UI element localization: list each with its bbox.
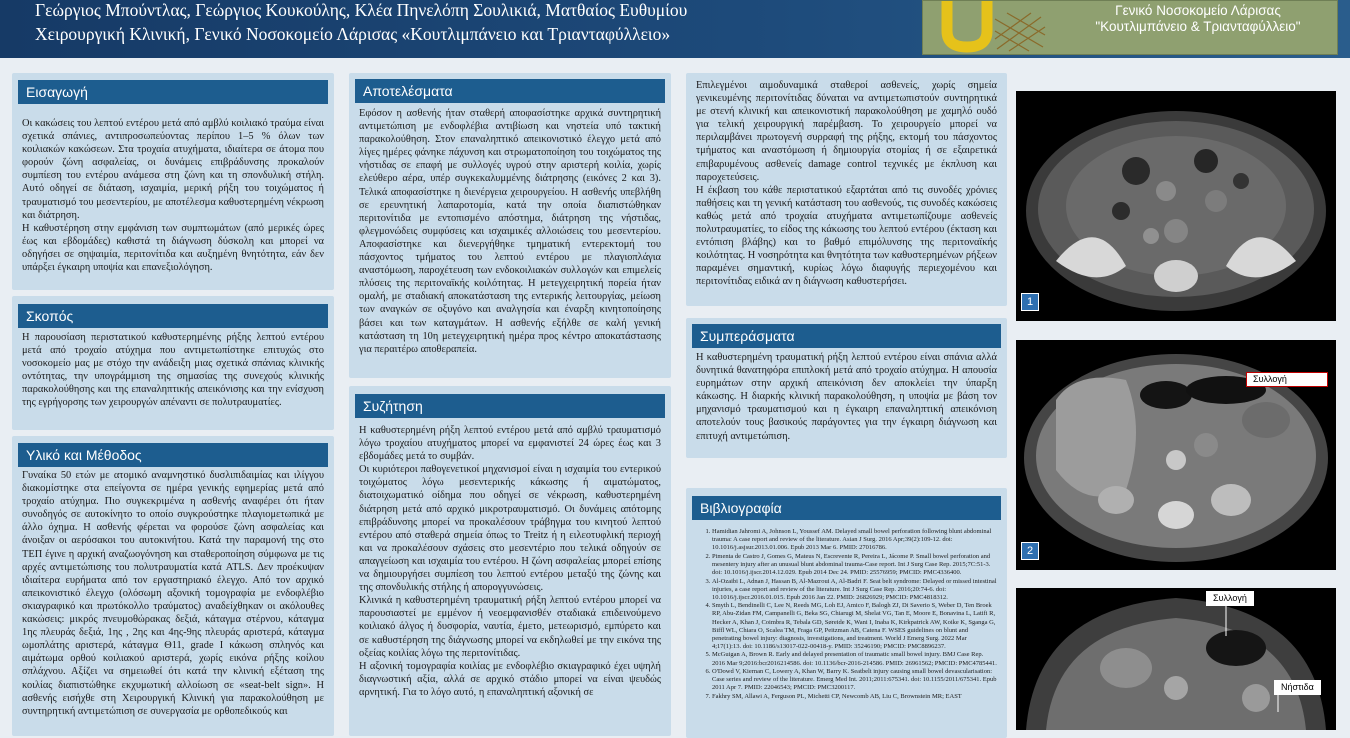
ct-figure-2 [1016,340,1336,570]
reference-item: 5. McGuigan A, Brown R. Early and delayed presentation of traumatic small bowel injury. BMJ Case Rep. 2016 Mar 9;2016:bcr2016214586. doi: 10.1136/bcr-2016-214586. PMID: 26961562; PMCID: PMC4785441. [712,651,997,667]
collection-label: Συλλογή [1206,591,1254,606]
poster-header [0,0,1350,58]
intro-paragraph: Η καθυστέρηση στην εμφάνιση των συμπτωμάτων (από μερικές ώρες έως και εβδομάδες) καθιστά τη διάγνωση δύσκολη και μπορεί να οδηγήσει σε σηψαιμία, περιτονίτιδα και αυξημένη θνητότητα, εάν δεν υπάρξει έγκαιρη υποψία και επανεξιολόγηση. [22,222,324,274]
authors: Γεώργιος Μπούντλας, Γεώργιος Κουκούλης, Κλέα Πηνελόπη Σουλικιά, Ματθαίος Ευθυμίου [35,0,688,20]
conclusions-section [686,318,1007,458]
discussion-paragraph: Οι κυριότεροι παθογενετικοί μηχανισμοί είναι η ισχαιμία του εντερικού τοιχώματος λόγω μεσεντερικής κάκωσης ή αιματώματος, διατοιχωματικό οίδημα που οδηγεί σε νέκρωση, καθυστερημένη διάτρηση μετά από αρχικό μικροτραυματισμό. Οι δυνάμεις απότομης επιβράδυνσης μπορεί να προκαλέσουν τράβηγμα του κινητού λεπτού εντέρου από σταθερά σημεία όπως το Treitz ή η ειλεοτυφλική περιοχή και να προκαλέσουν σχάσεις στο μεσεντέριο που τελικά οδηγούν σε απαγγείωση και ισχαιμία του εντέρου. Η ζώνη ασφαλείας μπορεί επίσης να δημιουργήσει συμπίεση του λεπτού εντέρου μεταξύ της ζώνης και της σπονδυλικής στήλης ή απορογγυνώσεις. [359,464,661,594]
reference-item: 4. Smyth L, Bendinelli C, Lee N, Reeds MG, Loh EJ, Amico F, Balogh ZJ, Di Saverio S, Weber D, Ten Broek RP, Abu-Zidan FM, Campanelli G, Beka SG, Chiarugi M, Shelat VG, Tan E, Moore E, Bonavina L, Latifi R, Hecker A, Khan J, Coimbra R, Tebala GD, Søreide K, Wani I, Inaba K, Kirkpatrick AW, Koike K, Sganga G, Biffl WL, Chiara O, Scalea TM, Fraga GP, Peitzman AB, Catena F. WSES guidelines on blunt and penetrating bowel injury: diagnosis, investigations, and treatment. World J Emerg Surg. 2022 Mar 4;17(1):13. doi: 10.1186/s13017-022-00418-y. PMID: 35246190; PMCID: PMC8896237. [712,602,997,651]
intro-paragraph: Οι κακώσεις του λεπτού εντέρου μετά από αμβλύ κοιλιακό τραύμα είναι σχετικά σπάνιες, αντιπροσωπεύοντας περίπου 1–5 % όλων των κοιλιακών κακώσεων. Στα τροχαία ατυχήματα, ιδιαίτερα σε άτομα που φορούν ζώνη ασφαλείας, οι δυνάμεις επιβράδυνσης προκαλούν συμπίεση του εντέρου ανάμεσα στη ζώνη και τη σπονδυλική στήλη. Αυτό οδηγεί σε διάταση, ισχαιμία, μερική ρήξη του τοιχώματος ή τραυματισμό του μεσεντερίου, με αποτέλεσμα καθυστερημένη νέκρωση και διάτρηση. [22,118,324,221]
affiliation: Χειρουργική Κλινική, Γενικό Νοσοκομείο Λάρισας «Κουτλιμπάνειο και Τριανταφύλλειο» [35,24,671,44]
conclusions-body [696,351,997,443]
hospital-logo [922,0,1338,55]
discussion-section [349,386,671,736]
aim-paragraph: Η παρουσίαση περιστατικού καθυστερημένης ρήξης λεπτού εντέρου μετά από τροχαίο ατύχημα που αντιμετωπίστηκε επιτυχώς στο νοσοκομείο μας με στόχο την ανάδειξη μιας σχετικά σπάνιας κλινικής οντότητας, την υπογράμμιση της σημασίας της συνεχούς κλινικής παρακολούθησης και της επαναληπτικής απεικόνισης και την ενίσχυση της εγρήγορσης των χειρουργών απέναντι σε πολυτραυματίες. [22,332,324,409]
aim-title: Σκοπός [18,304,328,328]
ct-pelvis-image [1016,91,1336,321]
ct-coronal-image [1016,588,1336,730]
logo-line-1: Γενικό Νοσοκομείο Λάρισας [1115,3,1281,18]
reference-item: 3. Al-Ozaibi L, Adnan J, Hassan B, Al-Mazroui A, Al-Badri F. Seat belt syndrome: Delayed or missed intestinal injuries, a case report and review of the literature. Int J Surg Case Rep. 2016;20:74-6. doi: 10.1016/j.ijscr.2016.01.015. Epub 2016 Jan 22. PMID: 26826929; PMCID: PMC4818312. [712,578,997,602]
reference-list [696,528,997,701]
collection-label: Συλλογή [1246,372,1328,387]
discussion-body [359,424,661,699]
hospital-logo-icon [933,1,1053,54]
reference-item: 1. Hamidian Jahromi A, Johnson L, Youssef AM. Delayed small bowel perforation following blunt abdominal trauma: A case report and review of the literature. Asian J Surg. 2016 Apr;39(2):109-12. doi: 10.1016/j.asjsur.2013.01.006. Epub 2013 Mar 6. PMID: 27016786. [712,528,997,552]
management-body [696,79,997,289]
methods-title: Υλικό και Μέθοδος [18,443,328,467]
outcome-paragraph: Η έκβαση του κάθε περιστατικού εξαρτάται από τις συνοδές χρόνιες παθήσεις και τη γενική κατάσταση του ασθενούς, τις συνοδές κακώσεις καθώς μετά από τροχαία ατυχήματα αντιμετωπίζουμε ασθενείς πολυτραυματίες, το είδος της κάκωσης του λεπτού εντέρου (έκταση και εντόπιση βλάβης) και το βαθμό επιμόλυνσης της περιτοναϊκής κοιλότητας. Η νοσηρότητα και θνητότητα των καθυστερημένων ρήξεων παραμένει σημαντική, κυρίως λόγω διαφυγής περιεχομένου και περιτονίτιδας ειδικά αν η διάγνωση καθυστερήσει. [696,184,997,288]
results-title: Αποτελέσματα [355,79,665,103]
results-section [349,73,671,378]
intro-title: Εισαγωγή [18,80,328,104]
bibliography-title: Βιβλιογραφία [692,496,1001,520]
bibliography-section [686,488,1007,738]
conclusions-title: Συμπεράσματα [692,324,1001,348]
aim-section [12,296,334,430]
aim-body [22,331,324,410]
discussion-paragraph: Κλινικά η καθυστερημένη τραυματική ρήξη λεπτού εντέρου μπορεί να παρουσιαστεί με εμμένον ή νεοεμφανισθέν σταδιακά επιδεινούμενο κοιλιακό άλγος ή δυσφορία, ναυτία, έμετο, μετεωρισμό, εμπύρετο και σε καθυστέρηση της διάγνωσης μπορεί να εκδηλωθεί με την εικόνα της οξείας κοιλίας λόγω της περιτονίτιδας. [359,595,661,659]
discussion-paragraph: Η καθυστερημένη ρήξη λεπτού εντέρου μετά από αμβλύ τραυματισμό λόγω τροχαίου ατυχήματος μπορεί να εμφανιστεί 24 ώρες έως και 3 εβδομάδες μετά το συμβάν. [359,425,661,463]
methods-body [22,469,324,718]
reference-item: 7. Fakhry SM, Allawi A, Ferguson PL, Michetti CP, Newcomb AB, Liu C, Brownstein MR; EAST [712,693,997,701]
figure-number-1: 1 [1021,293,1039,311]
intro-section [12,73,334,290]
ct-figure-3 [1016,588,1336,730]
jejunum-label: Νήστιδα [1274,680,1321,695]
reference-item: 6. O'Dowd V, Kiernan C, Lowery A, Khan W, Barry K. Seatbelt injury causing small bowel devascularisation: Case series and review of the literature. Emerg Med Int. 2011;2011:675341. doi: 10.1155/2011/675341. Epub 2011 Apr 7. PMID: 22046543; PMCID: PMC3200117. [712,668,997,692]
discussion-paragraph: Η αξονική τομογραφία κοιλίας με ενδοφλέβιο σκιαγραφικό έχει υψηλή διαγνωστική αξία, αλλά σε αρχικό στάδιο μπορεί να είναι ψευδώς αρνητική. Για το λόγο αυτό, η επαναληπτική αξονική σε [359,660,661,698]
reference-item: 2. Pimenta de Castro J, Gomes G, Mateus N, Escrevente R, Pereira L, Jácome P. Small bowel perforation and mesentery injury after an unusual blunt abdominal trauma-Case report. Int J Surg Case Rep. 2015;7C:51-3. doi: 10.1016/j.ijscr.2014.12.029. Epub 2014 Dec 24. PMID: 25576959; PMCID: PMC4336400. [712,553,997,577]
logo-line-2: "Κουτλιμπάνειο & Τριανταφύλλειο" [1095,19,1301,34]
results-body [359,107,661,356]
methods-section [12,436,334,736]
figure-number-2: 2 [1021,542,1039,560]
conclusions-paragraph: Η καθυστερημένη τραυματική ρήξη λεπτού εντέρου είναι σπάνια αλλά δυνητικά θανατηφόρα επιπλοκή μετά από τροχαίο ατύχημα. Η απουσία ευρημάτων στην αρχική απεικόνιση δεν αποκλείει την ύπαρξη κάκωσης. Η διαρκής κλινική παρακολούθηση, η υποψία με βάση τον μηχανισμό τραυματισμού και η έγκαιρη επαναληπτική απεικόνιση αποτελούν τους βασικούς παράγοντες για την έγκαιρη διάγνωση και επιτυχή αντιμετώπιση. [696,352,997,442]
intro-body [22,117,324,274]
results-paragraph: Εφόσον η ασθενής ήταν σταθερή αποφασίστηκε αρχικά συντηρητική αντιμετώπιση με ενδοφλέβια αντιβίωση και νηστεία υπό τακτική παρακολούθηση. Στον επαναληπτικό απεικονιστικό έλεγχο μετά από λίγες ημέρες φάνηκε πάχυνση και στρωματοποίηση του τοιχώματος της νήστιδας σε επαφή με συλλογές υγρού στην αριστερή κοιλία, χωρίς ελεύθερο αέρα, υπέρ συγκεκαλυμμένης διάτρησης (εικόνες 2 και 3). Τελικά αποφασίστηκε η διενέργεια χειρουργείου. Η ασθενής υπεβλήθη σε ερευνητική λαπαροτομία, κατά την οποία διαπιστώθηκαν περιτονίτιδα με εντοπισμένο απόστημα, διάτρηση της νήστιδας, φλεγμονώδεις συμφύσεις και ισχαιμικές αλλοιώσεις του μεσεντερίου. Αποφασίστηκε και διενεργήθηκε τμηματική εντερεκτομή του πάσχοντος τμήματος του λεπτού εντέρου με πλαγιοπλάγια αναστόμωση, παροχέτευση των ενδοκοιλιακών συλλογών και επιμελείς πλύσεις της περιτοναϊκής κοιλότητας. Η μετεγχειρητική πορεία ήταν ομαλή, με σταδιακή αποκατάσταση της εντερικής λειτουργίας, μείωση των αναγκών σε οξυγόνο και αναλγησία και έναρξη κινητοποίησης βάσει και των καταγμάτων. Η ασθενής εξήλθε σε καλή γενική κατάσταση τη 10η μετεγχειρητική ημέρα προς κέντρο αποκατάστασης για περαιτέρω αποθεραπεία. [359,108,661,355]
discussion-title: Συζήτηση [355,394,665,418]
management-outcome-section [686,73,1007,306]
ct-figure-1 [1016,91,1336,321]
methods-paragraph: Γυναίκα 50 ετών με ατομικό αναμνηστικό δυσλιπιδαιμίας και ιλίγγου διακομίστηκε στα επείγοντα σε ημέρα γενικής εφημερίας μετά από τροχαίο ατύχημα. Πιο συγκεκριμένα η ασθενής αναφέρει ότι ήταν συνοδηγός σε αυτοκίνητο το οποίο συγκρούστηκε πλαγιομετωπικά με άλλο όχημα. Η ασθενής φέρεται να φορούσε ζώνη ασφαλείας και άνοιξαν οι αερόσακοι του αυτοκινήτου. Κατά την παραμονή της στο ΤΕΠ έγινε η αρχική αναζωογόνηση και σταθεροποίηση σύμφωνα με τις αρχές αντιμετώπισης του πολυτραυματία κατά ATLS. Δεν προέκυψαν ιδιαίτερα ευρήματα από τον εργαστηριακό έλεγχο. Από τον αρχικό απεικονιστικό έλεγχο (ολόσωμη αξονική τομογραφία με ενδοφλέβιο σκιαγραφικό και πρωτόκολλο τραύματος) αναδείχθηκαν οι ακόλουθες κακώσεις: μικρός πνευμοθώρακας δεξιά, κάταγμα στέρνου, κάταγμα 1ης πλευράς δεξιά, 1ης , 2ης και 4ης-9ης πλευράς αριστερά, κάταγμα ωμοπλάτης αριστερά, κάταγμα Θ11, grade I κάκωση σπληνός και αιμάτωμα ορθού κοιλιακού αριστερά, χωρίς εικόνα ρήξης κοίλου σπλάχνου. Αξίζει να σημειωθεί ότι κατά την κλινική εξέταση της κοιλίας διαπιστώθηκε εκχυμωτική αλλοίωση σε «seat-belt sign». Η ασθενής εισήχθε στη Χειρουργική Κλινική για παρακολούθηση με συντηρητική αντιμετώπιση σε συνεργασία με ορθοπεδικούς και [22,470,324,717]
management-paragraph: Επιλεγμένοι αιμοδυναμικά σταθεροί ασθενείς, χωρίς σημεία γενικευμένης περιτονίτιδας δύναται να αντιμετωπιστούν συντηρητικά με στενή κλινική και απεικονιστική παρακολούθηση με χαμηλό ουδό για τελική χειρουργική παρέμβαση. Το χειρουργείο μπορεί να περιλαμβάνει πρωτογενή συρραφή της ρήξης, εκτομή του πάσχοντος τμήματος και αναστόμωση ή δημιουργία στομίας ή σε εξαιρετικά επιβαρυμένους ασθενείς damage control τεχνικές με έκπλυση και παροχετεύσεις. [696,80,997,183]
